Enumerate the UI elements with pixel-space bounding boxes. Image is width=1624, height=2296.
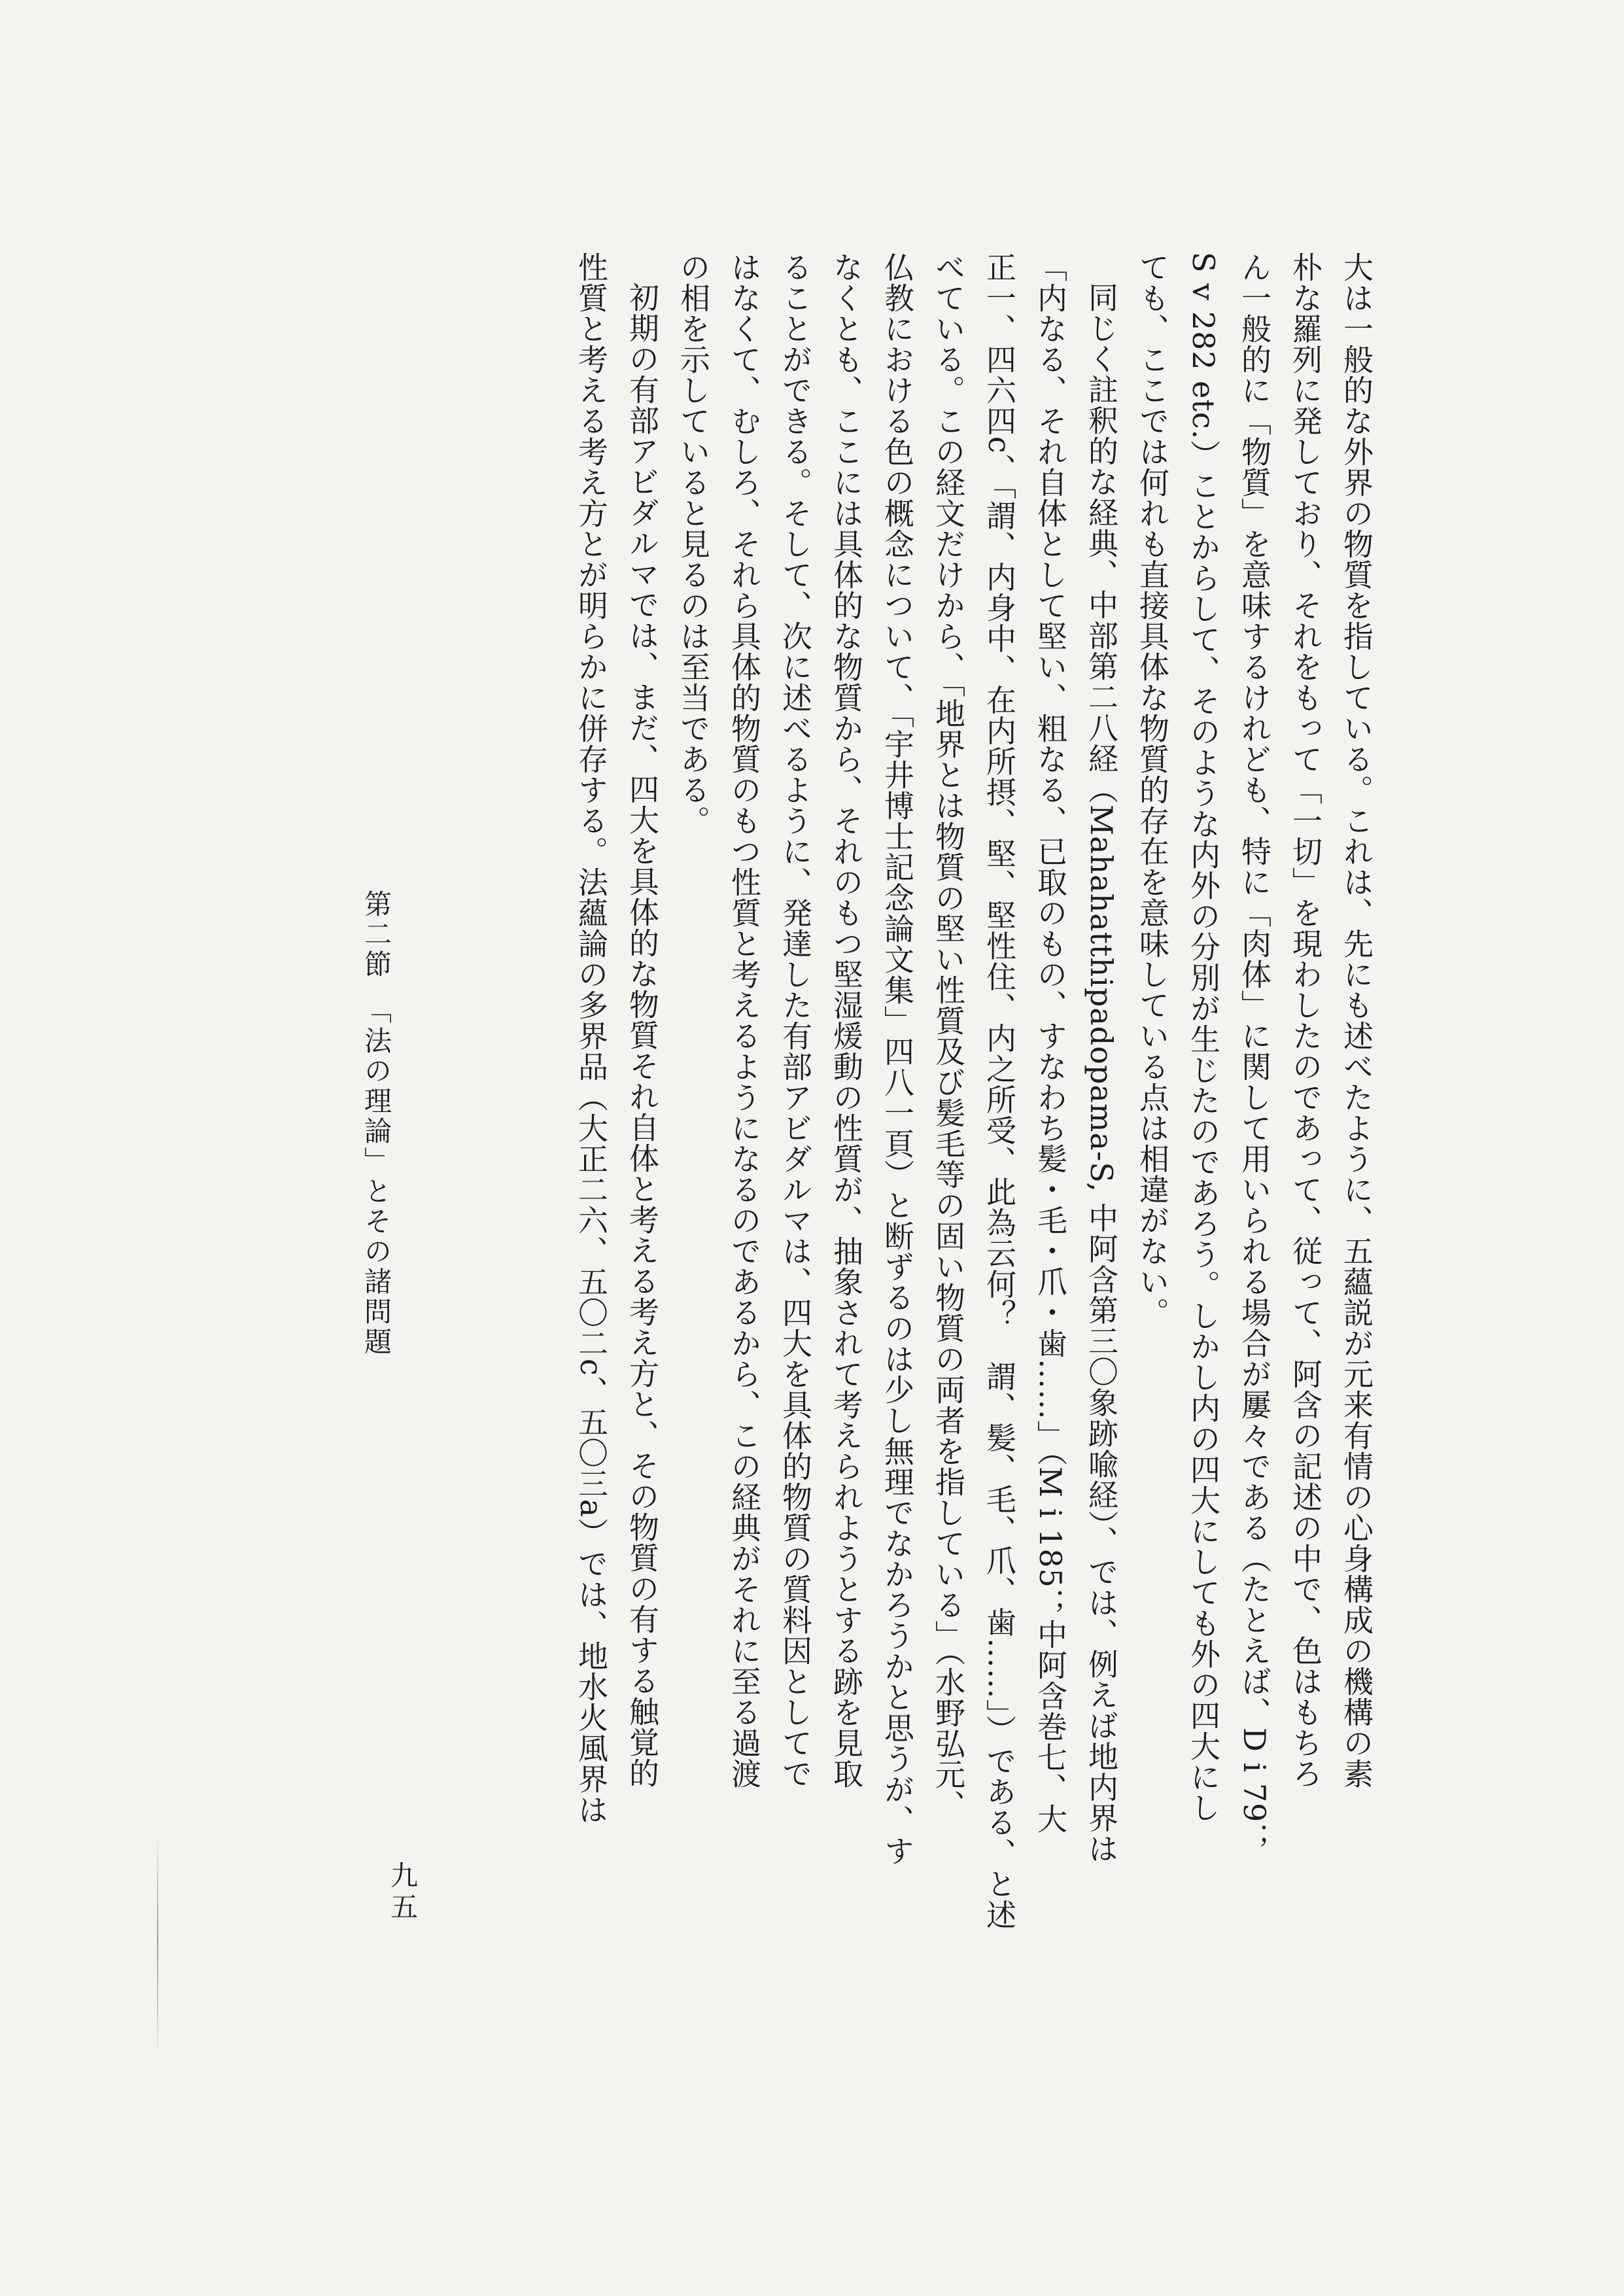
text-line: の相を示していると見るのは至当である。 [676,252,711,836]
text-line: 正一、四六四c、「謂、内身中、在内所摂、堅、堅性住、内之所受、此為云何？ 謂、髪、毛、爪、歯……」）である、と述 [982,252,1017,1930]
text-line: ん一般的に「物質」を意味するけれども、特に「肉体」に関して用いられる場合が屢々である（たとえば、D i 79； [1237,252,1272,1854]
text-line: 性質と考える考え方とが明らかに併存する。法蘊論の多界品（大正二六、五〇二c、五〇三a）では、地水火風界は [574,252,609,1826]
text-line: 初期の有部アビダルマでは、まだ、四大を具体的な物質それ自体と考える考え方と、その物質の有する触覚的 [625,282,660,1788]
text-line: ても、ここでは何れも直接具体な物質的存在を意味している点は相違がない。 [1135,252,1170,1328]
body-text [566,252,1382,1930]
text-line: 仏教における色の概念について、「宇井博士記念論文集」四八一頁）と断ずるのは少し無理でなかろうかと思うが、す [880,252,915,1866]
text-line: S v 282 etc.）ことからして、そのような内外の分別が生じたのであろう。しかし内の四大にしても外の四大にし [1186,252,1221,1824]
text-line: 同じく註釈的な経典、中部第二八経（Mahahatthipadopama-S, 中阿含第三〇象跡喩経）、では、例えば地内界は [1084,282,1119,1864]
text-line: はなくて、むしろ、それら具体的物質のもつ性質と考えるようになるのであるから、この経典がそれに至る過渡 [727,252,762,1789]
running-head: 第二節 「法の理論」とその諸問題 [360,890,392,1357]
text-line: なくとも、ここには具体的な物質から、それのもつ堅湿煖動の性質が、抽象されて考えられようとする跡を見取 [829,252,864,1789]
page-number: 九五 [387,1861,419,1924]
text-line: 大は一般的な外界の物質を指している。これは、先にも述べたように、五蘊説が元来有情の心身構成の機構の素 [1339,252,1374,1789]
text-line: べている。この経文だけから、「地界とは物質の堅い性質及び髪毛等の固い物質の両者を指している」（水野弘元、 [931,252,966,1820]
text-line: ることができる。そして、次に述べるように、発達した有部アビダルマは、四大を具体的物質の質料因としてで [778,252,813,1789]
text-line: 「内なる、それ自体として堅い、粗なる、已取のもの、すなわち髪・毛・爪・歯……」（M i 185；中阿含巻七、大 [1033,252,1068,1834]
scan-artifact-line [157,1832,158,2047]
text-line: 朴な羅列に発しており、それをもって「一切」を現わしたのであって、従って、阿含の記述の中で、色はもちろ [1288,252,1323,1789]
